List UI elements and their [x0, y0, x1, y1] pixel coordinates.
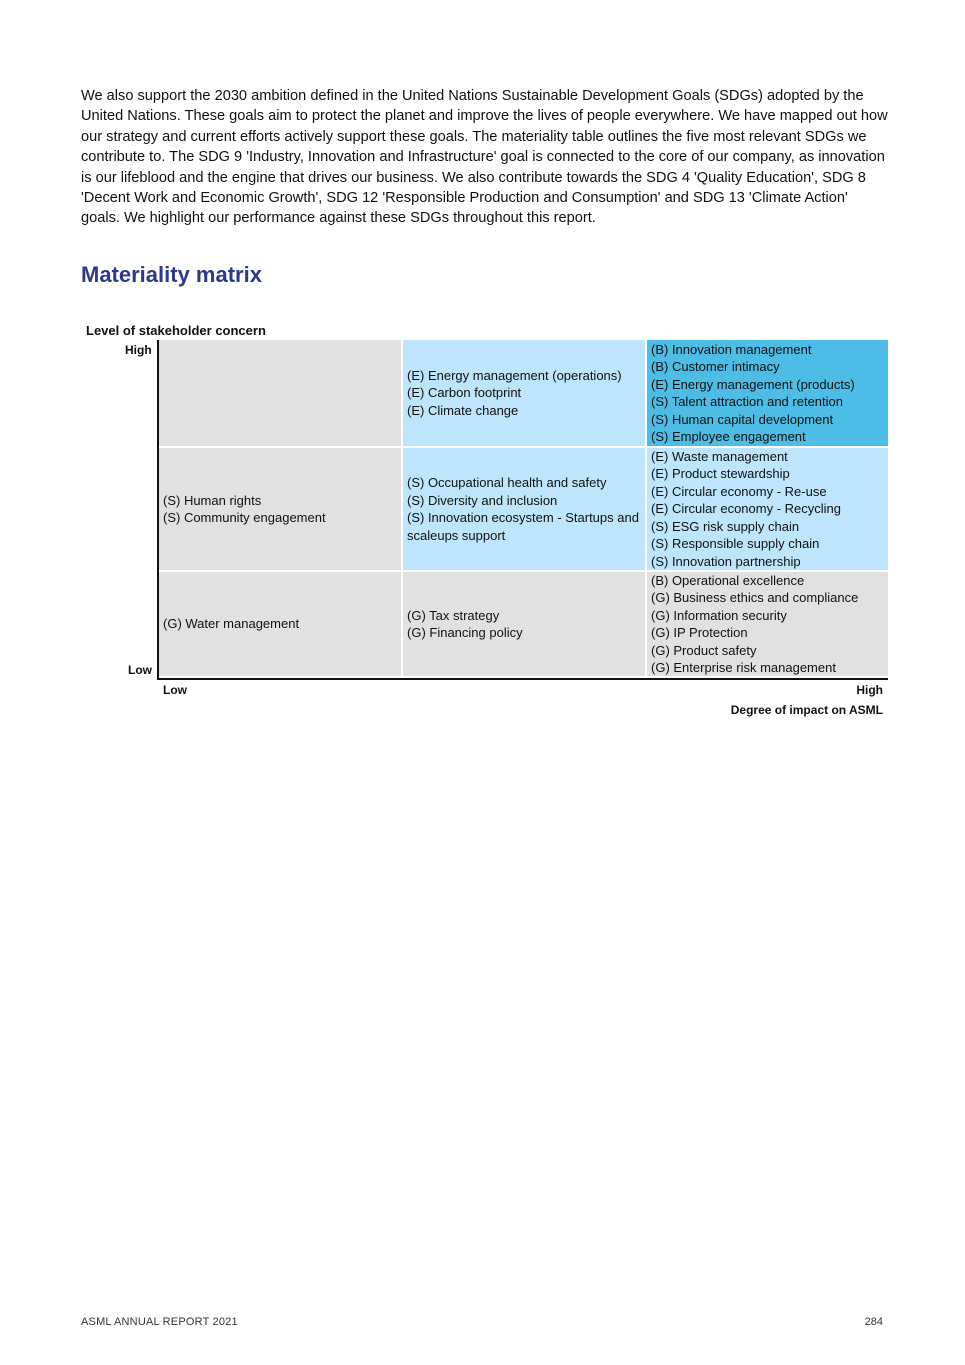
- x-tick-low: Low: [163, 683, 187, 697]
- matrix-cell-medium-high: [647, 448, 888, 570]
- matrix-topic: (S) Innovation partnership: [651, 553, 801, 569]
- matrix-topic: (E) Climate change: [407, 402, 519, 418]
- matrix-topic: (E) Product stewardship: [651, 466, 790, 482]
- matrix-cell-high-low: [159, 340, 401, 446]
- matrix-topic: (E) Waste management: [651, 448, 788, 464]
- x-axis-line: [157, 678, 888, 680]
- matrix-topic: (E) Energy management (operations): [407, 367, 622, 383]
- matrix-topic: (S) Human capital development: [651, 411, 834, 427]
- matrix-topic: (E) Circular economy - Recycling: [651, 501, 841, 517]
- x-tick-high: High: [856, 683, 883, 697]
- matrix-topic: (S) Human rights: [163, 492, 262, 508]
- y-tick-high: High: [125, 343, 152, 357]
- matrix-topic: (S) ESG risk supply chain: [651, 518, 800, 534]
- matrix-cell-medium-low: [159, 448, 401, 570]
- matrix-topic: (G) Information security: [651, 607, 787, 623]
- matrix-topic: (G) Tax strategy: [407, 607, 500, 623]
- matrix-cell-high-medium: [403, 340, 645, 446]
- matrix-topic: (B) Customer intimacy: [651, 359, 780, 374]
- matrix-cell-low-medium: [403, 572, 645, 676]
- matrix-topic: (S) Occupational health and safety: [407, 475, 607, 490]
- matrix-cell-high-high: [647, 340, 888, 446]
- y-tick-low: Low: [128, 663, 152, 677]
- footer-page-number: 284: [864, 1316, 883, 1328]
- matrix-topic: (E) Carbon footprint: [407, 385, 522, 401]
- matrix-cell-low-high: [647, 572, 888, 676]
- matrix-topic: (B) Innovation management: [651, 341, 812, 357]
- intro-paragraph: We also support the 2030 ambition defined in the United Nations Sustainable Development Goals (SDGs) adopted by the United Nations. These goals aim to protect the planet and improve the lives of people everywhere. We have mapped out how our strategy and current efforts actively support these goals. The materiality table outlines the five most relevant SDGs we contribute to. The SDG 9 'Industry, Innovation and Infrastructure' goal is connected to the core of our company, as innovation is our lifeblood and the engine that drives our business. We also contribute towards the SDG 4 'Quality Education', SDG 8 'Decent Work and Economic Growth', SDG 12 'Responsible Production and Consumption' and SDG 13 'Climate Action' goals. We highlight our performance against these SDGs throughout this report.: [81, 88, 888, 227]
- matrix-topic: (G) Product safety: [651, 642, 757, 658]
- matrix-topic: (S) Talent attraction and retention: [651, 394, 843, 409]
- matrix-topic: (E) Energy management (products): [651, 376, 855, 392]
- footer-report-title: ASML ANNUAL REPORT 2021: [81, 1316, 238, 1328]
- matrix-topic: (G) Water management: [163, 616, 300, 632]
- section-heading: Materiality matrix: [81, 262, 262, 287]
- x-axis-label: Degree of impact on ASML: [730, 703, 883, 717]
- matrix-topic: (G) IP Protection: [651, 625, 748, 640]
- matrix-topic: (S) Innovation ecosystem - Startups and scaleups support: [407, 510, 639, 543]
- y-axis-label: Level of stakeholder concern: [86, 323, 266, 338]
- matrix-topic: (S) Responsible supply chain: [651, 536, 820, 552]
- materiality-grid: [159, 340, 888, 678]
- matrix-topic: (G) Financing policy: [407, 625, 523, 640]
- matrix-topic: (B) Operational excellence: [651, 572, 805, 588]
- matrix-topic: (S) Diversity and inclusion: [407, 492, 558, 508]
- matrix-cell-medium-medium: [403, 448, 645, 570]
- matrix-topic: (G) Business ethics and compliance: [651, 590, 859, 605]
- matrix-topic: (S) Community engagement: [163, 510, 326, 525]
- matrix-cell-low-low: [159, 572, 401, 676]
- matrix-topic: (G) Enterprise risk management: [651, 660, 836, 675]
- matrix-topic: (S) Employee engagement: [651, 429, 806, 444]
- matrix-topic: (E) Circular economy - Re-use: [651, 483, 827, 499]
